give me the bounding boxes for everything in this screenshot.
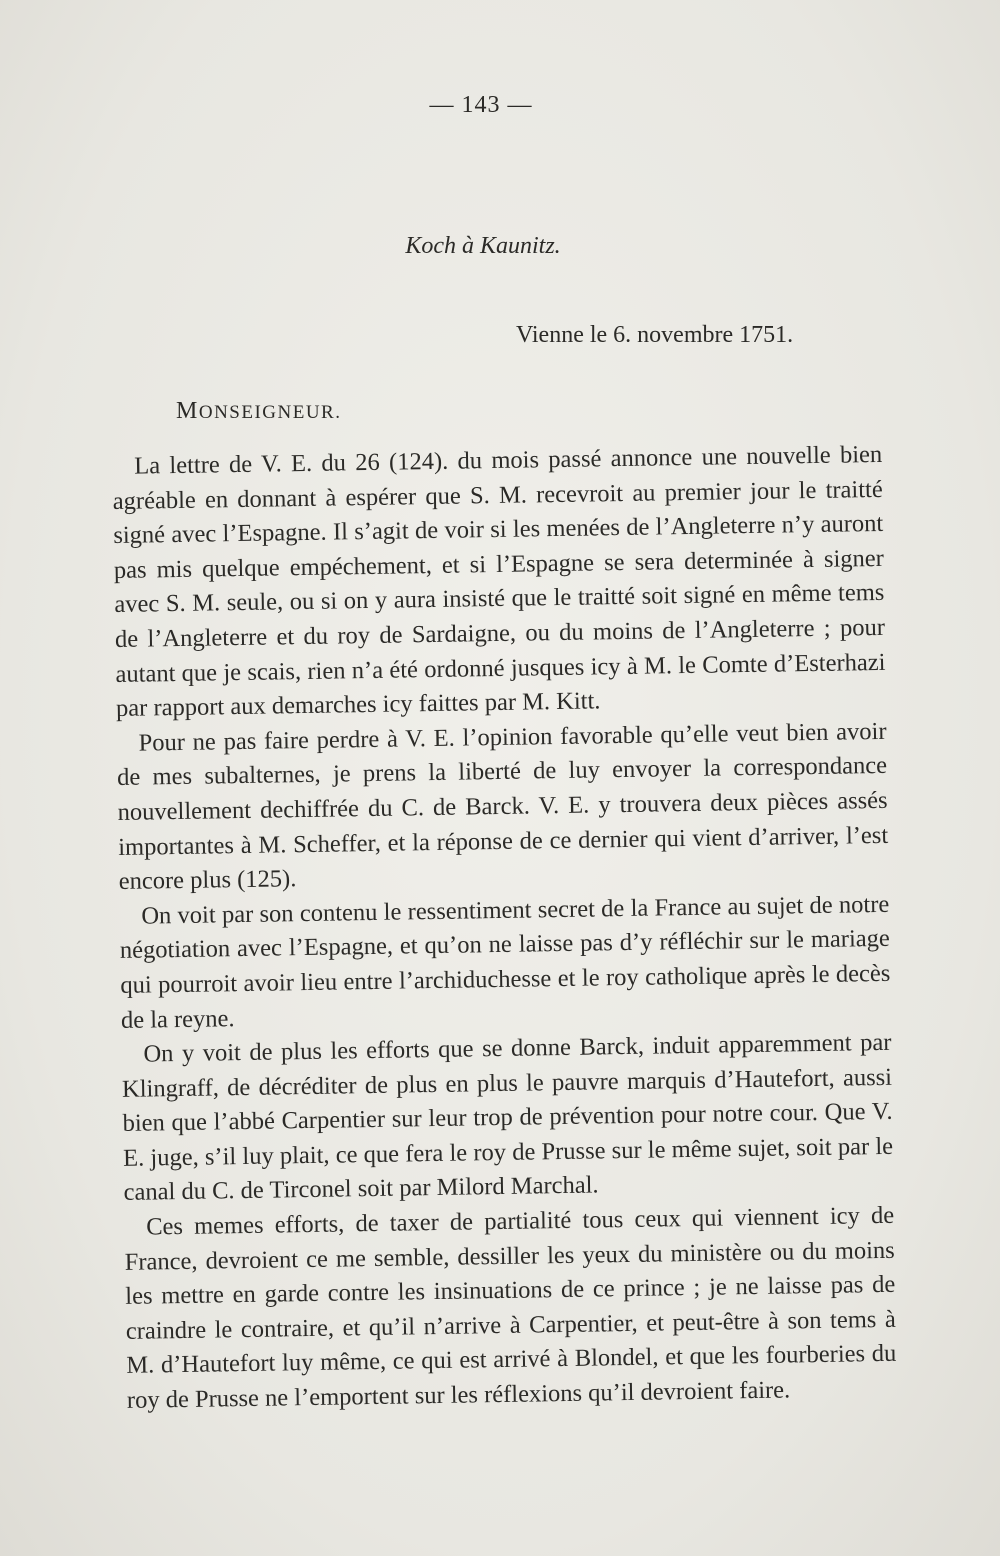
letter-heading: Koch à Kaunitz.: [405, 233, 561, 259]
paragraph: Pour ne pas faire perdre à V. E. l’opinion favorable qu’elle veut bien avoir de mes subalternes, je prens la liberté de luy envoyer la correspondance nouvellement dechiffrée du C. de Barck. V. E. y trouvera deux pièces assés importantes à M. Scheffer, et la réponse de ce dernier qui vient d’arriver, l’est encore plus (125).: [116, 717, 889, 896]
letter-dateline: Vienne le 6. novembre 1751.: [516, 322, 794, 348]
letter-body: [112, 438, 897, 1419]
paragraph: On voit par son contenu le ressentiment secret de la France au sujet de notre négotiation avec l’Espagne, et qu’on ne laisse pas d’y réfléchir sur le mariage qui pourroit avoir lieu entre l’archiduchesse et le roy catholique après le decès de la reyne.: [119, 890, 891, 1034]
page-number: — 143 —: [429, 92, 533, 118]
letter-salutation: [176, 398, 341, 425]
paragraph: La lettre de V. E. du 26 (124). du mois passé annonce une nouvelle bien agréable en donnant à espérer que S. M. recevroit au premier jour le traitté signé avec l’Espagne. Il s’agit de voir si les menées de l’Angleterre n’y auront pas mis quelque empéchement, et si l’Espagne se sera determinée à signer avec S. M. seule, ou si on y aura insisté que le traitté soit signé en même tems de l’Angleterre et du roy de Sardaigne, ou du moins de l’Angleterre ; pour autant que je scais, rien n’a été ordonné jusques icy à M. le Comte d’Esterhazi par rapport aux demarches icy faittes par M. Kitt.: [112, 440, 886, 723]
paragraph: On y voit de plus les efforts que se donne Barck, induit apparemment par Klingraff, de décréditer de plus en plus le pauvre marquis d’Hautefort, aussi bien que l’abbé Carpentier sur leur trop de prévention pour notre cour. Que V. E. juge, s’il luy plait, ce que fera le roy de Prusse sur le même sujet, soit par le canal du C. de Tirconel soit par Milord Marchal.: [121, 1028, 894, 1207]
salutation-initial: M: [176, 398, 199, 424]
salutation-rest: ONSEIGNEUR.: [198, 402, 342, 423]
paragraph: Ces memes efforts, de taxer de partialité tous ceux qui viennent icy de France, devroient ce me semble, dessiller les yeux du ministère ou du moins les mettre en garde contre les insinuations de ce prince ; je ne laisse pas de craindre le contraire, et qu’il n’arrive à Carpentier, et peut-être à son tems à M. d’Hautefort luy même, ce qui est arrivé à Blondel, et que les fourberies du roy de Prusse ne l’emportent sur les réflexions qu’il devroient faire.: [124, 1201, 897, 1414]
